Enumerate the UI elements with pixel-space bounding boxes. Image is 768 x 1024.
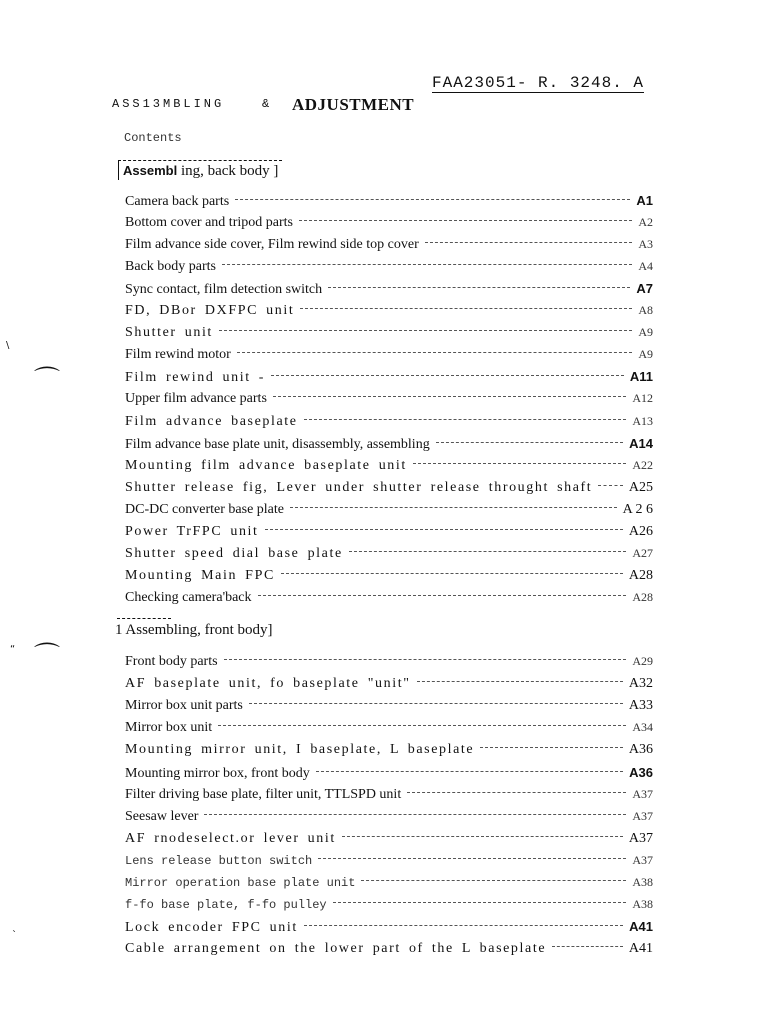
toc-entry-title: Cable arrangement on the lower part of the L baseplate <box>125 941 547 957</box>
toc-page-number: A9 <box>638 325 653 340</box>
toc-leader-dots <box>349 551 627 552</box>
toc-page-number: A36 <box>629 764 653 780</box>
toc-entry-title: Film rewind motor <box>125 347 231 363</box>
toc-row <box>125 458 653 478</box>
scan-speck-icon: \ <box>6 340 10 351</box>
toc-row <box>125 897 653 917</box>
toc-entry-title: Mounting film advance baseplate unit <box>125 457 407 473</box>
toc-entry-title: Seesaw lever <box>125 808 199 824</box>
toc-row <box>125 765 653 785</box>
toc-leader-dots <box>290 507 617 508</box>
toc-entry-title: Mounting mirror unit, I baseplate, L baseplate <box>125 742 475 758</box>
toc-row <box>125 281 653 301</box>
contents-heading: Contents <box>124 131 182 145</box>
toc-row <box>125 369 653 389</box>
toc-leader-dots <box>304 419 627 420</box>
section-heading-back-body <box>118 160 282 180</box>
toc-page-number: A3 <box>638 237 653 252</box>
toc-entry-title: AF rnodeselect.or lever unit <box>125 830 336 846</box>
toc-entry-title: Mounting Main FPC <box>125 567 275 583</box>
toc-page-number: A36 <box>628 742 653 758</box>
toc-leader-dots <box>480 747 623 748</box>
toc-entry-title: Mirror box unit parts <box>125 698 243 714</box>
toc-leader-dots <box>598 485 623 486</box>
toc-page-number: A2 <box>638 215 653 230</box>
toc-row <box>125 391 653 411</box>
toc-entry-title: Back body parts <box>125 259 216 275</box>
toc-entry-title: AF baseplate unit, fo baseplate "unit" <box>125 676 411 692</box>
toc-page-number: A13 <box>632 413 653 428</box>
toc-row <box>125 546 653 566</box>
section-heading-front-text: 1 Assembling, front body] <box>115 622 273 638</box>
toc-leader-dots <box>222 264 632 265</box>
toc-entry-title: f-fo base plate, f-fo pulley <box>125 898 327 913</box>
toc-entry-title: Film advance baseplate <box>125 413 298 429</box>
toc-entry-title: Bottom cover and tripod parts <box>125 215 293 231</box>
toc-row <box>125 676 653 696</box>
toc-row <box>125 787 653 807</box>
toc-page-number: A34 <box>632 720 653 735</box>
toc-page-number: A41 <box>629 919 653 935</box>
toc-page-number: A33 <box>628 698 653 714</box>
section-heading-rule <box>117 618 171 619</box>
toc-leader-dots <box>235 199 630 200</box>
toc-leader-dots <box>219 330 632 331</box>
toc-page-number: A37 <box>632 808 653 823</box>
toc-row <box>125 742 653 762</box>
toc-page-number: A38 <box>632 897 653 912</box>
section-heading-bold-part: Assembl <box>123 163 178 178</box>
toc-entry-title: Film rewind unit - <box>125 370 266 386</box>
toc-leader-dots <box>224 659 627 660</box>
toc-leader-dots <box>249 703 623 704</box>
header-ampersand: & <box>262 97 270 111</box>
toc-page-number: A11 <box>629 369 653 385</box>
toc-row <box>125 303 653 323</box>
toc-leader-dots <box>333 902 627 903</box>
toc-page-number: A27 <box>632 545 653 560</box>
toc-leader-dots <box>328 287 630 288</box>
toc-row <box>125 193 653 213</box>
toc-row <box>125 919 653 939</box>
toc-entry-title: Film advance side cover, Film rewind side top cover <box>125 237 419 253</box>
toc-row <box>125 436 653 456</box>
toc-page-number: A32 <box>628 676 653 692</box>
toc-entry-title: Checking camera'back <box>125 589 252 605</box>
toc-row <box>125 215 653 235</box>
toc-leader-dots <box>407 792 626 793</box>
toc-row <box>125 259 653 279</box>
toc-entry-title: DC-DC converter base plate <box>125 501 284 517</box>
toc-row <box>125 347 653 367</box>
toc-entry-title: Lock encoder FPC unit <box>125 920 298 936</box>
toc-entry-title: FD, DBor DXFPC unit <box>125 303 295 319</box>
toc-leader-dots <box>204 814 626 815</box>
toc-leader-dots <box>361 880 626 881</box>
toc-leader-dots <box>281 573 623 574</box>
toc-page-number: A28 <box>628 567 653 583</box>
toc-leader-dots <box>273 396 626 397</box>
toc-entry-title: Sync contact, film detection switch <box>125 282 323 298</box>
hole-punch-mark-icon: ⌒ <box>34 366 61 396</box>
toc-leader-dots <box>417 681 623 682</box>
toc-page-number: A25 <box>628 479 653 495</box>
toc-page-number: A 2 6 <box>622 501 653 517</box>
document-number: FAA23051- R. 3248. A <box>432 74 645 92</box>
toc-leader-dots <box>413 463 626 464</box>
toc-entry-title: Mirror operation base plate unit <box>125 876 356 890</box>
toc-entry-title: Shutter unit <box>125 325 213 341</box>
section-heading-rest: ing, back body ] <box>177 163 279 179</box>
toc-leader-dots <box>300 308 632 309</box>
toc-row <box>125 831 653 851</box>
toc-entry-title: Front body parts <box>125 654 218 669</box>
toc-entry-title: Mounting mirror box, front body <box>125 765 310 781</box>
toc-page-number: A28 <box>632 589 653 604</box>
toc-row <box>125 809 653 829</box>
toc-row <box>125 698 653 718</box>
toc-row <box>125 480 653 500</box>
toc-page-number: A12 <box>632 391 653 406</box>
toc-entry-title: Upper film advance parts <box>125 391 267 407</box>
header-adjustment: ADJUSTMENT <box>292 95 415 114</box>
toc-page-number: A14 <box>629 435 653 451</box>
toc-page-number: A37 <box>628 830 653 846</box>
toc-leader-dots <box>299 220 632 221</box>
toc-row <box>125 524 653 544</box>
toc-page-number: A37 <box>632 852 653 867</box>
toc-row <box>125 590 653 610</box>
toc-leader-dots <box>218 725 626 726</box>
toc-entry-title: Mirror box unit <box>125 720 213 736</box>
toc-leader-dots <box>425 242 633 243</box>
toc-leader-dots <box>342 836 623 837</box>
toc-page-number: A9 <box>638 347 653 362</box>
toc-entry-title: Film advance base plate unit, disassembly, assembling <box>125 436 430 452</box>
toc-leader-dots <box>316 771 623 772</box>
hole-punch-mark-icon: ⌒ <box>34 642 61 672</box>
toc-page-number: A1 <box>636 193 653 208</box>
scan-speck-icon: ` <box>12 930 17 941</box>
toc-row <box>125 568 653 588</box>
toc-leader-dots <box>265 529 623 530</box>
toc-leader-dots <box>304 925 623 926</box>
toc-leader-dots <box>552 946 623 947</box>
toc-row <box>125 654 653 674</box>
toc-row <box>125 325 653 345</box>
toc-leader-dots <box>436 442 623 443</box>
section-heading-front-body <box>115 622 273 639</box>
toc-leader-dots <box>237 352 633 353</box>
toc-row <box>125 941 653 961</box>
toc-page-number: A26 <box>628 523 653 539</box>
header-assembling: ASS13MBLING <box>112 97 225 111</box>
toc-entry-title: Lens release button switch <box>125 853 313 868</box>
toc-page-number: A29 <box>632 654 653 668</box>
toc-row <box>125 414 653 434</box>
toc-page-number: A7 <box>636 281 653 297</box>
toc-entry-title: Shutter speed dial base plate <box>125 545 343 561</box>
toc-leader-dots <box>318 858 626 859</box>
scan-speck-icon: “ <box>10 644 16 655</box>
toc-page-number: A38 <box>632 875 653 889</box>
toc-row <box>125 502 653 522</box>
toc-entry-title: Power TrFPC unit <box>125 523 259 539</box>
toc-leader-dots <box>271 375 624 376</box>
toc-row <box>125 853 653 873</box>
toc-entry-title: Camera back parts <box>125 194 230 209</box>
toc-row <box>125 237 653 257</box>
toc-entry-title: Shutter release fig, Lever under shutter release throught shaft <box>125 479 593 495</box>
toc-page-number: A41 <box>628 941 653 957</box>
toc-page-number: A4 <box>638 259 653 274</box>
toc-row <box>125 720 653 740</box>
toc-leader-dots <box>258 595 627 596</box>
toc-page-number: A8 <box>638 303 653 318</box>
toc-row <box>125 875 653 895</box>
toc-page-number: A37 <box>632 786 653 801</box>
toc-page-number: A22 <box>632 457 653 472</box>
toc-entry-title: Filter driving base plate, filter unit, TTLSPD unit <box>125 786 402 802</box>
